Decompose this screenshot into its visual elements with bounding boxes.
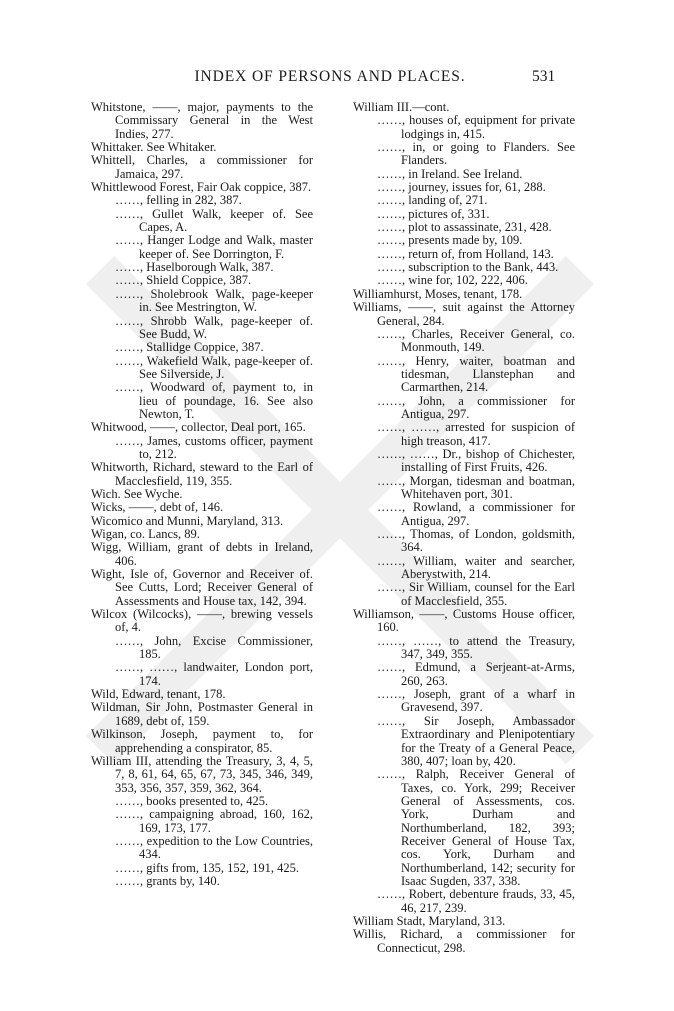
index-entry: ……, Henry, waiter, boatman and tidesman, Llanstephan and Carmarthen, 214. (377, 353, 575, 395)
index-entry: Wigg, William, grant of debts in Ireland, 406. (91, 540, 313, 568)
index-entry: ……, Hanger Lodge and Walk, master keeper of. See Dorrington, F. (115, 233, 313, 261)
index-entry: Whitwood, ——, collector, Deal port, 165. (91, 420, 306, 435)
index-entry: ……, in, or going to Flanders. See Flanders. (377, 140, 575, 168)
index-entry: ……, expedition to the Low Countries, 434. (115, 833, 313, 862)
index-entry: Wigan, co. Lancs, 89. (91, 527, 200, 541)
index-entry: Wild, Edward, tenant, 178. (91, 687, 226, 702)
index-entry: ……, William, waiter and searcher, Aberystwith, 214. (377, 553, 575, 582)
index-entry: ……, grants by, 140. (115, 873, 220, 888)
index-entry: Whittaker. See Whitaker. (91, 140, 217, 155)
index-entry: ……, books presented to, 425. (115, 793, 269, 808)
index-entry: ……, presents made by, 109. (377, 233, 523, 248)
index-entry: ……, Ralph, Receiver General of Taxes, co. York, 299; Receiver General of Assessments, cos. York, Durham and Northumberland, 182, 393; Receiver General of House Tax, cos. York, Durham and Northumberland, 142; security for Isaac Sugden, 337, 338. (377, 767, 575, 888)
index-entry: ……, Sir William, counsel for the Earl of Macclesfield, 355. (377, 580, 575, 608)
page-number: 531 (532, 68, 556, 85)
index-entry: ……, Charles, Receiver General, co. Monmouth, 149. (377, 326, 575, 355)
index-entry: William III, attending the Treasury, 3, 4, 5, 7, 8, 61, 64, 65, 67, 73, 345, 346, 349, 353, 356, 357, 359, 362, 364. (91, 753, 313, 795)
index-entry: ……, Sir Joseph, Ambassador Extraordinary and Plenipotentiary for the Treaty of a General Peace, 380, 407; loan by, 420. (377, 713, 575, 768)
index-entry: ……, houses of, equipment for private lodgings in, 415. (377, 113, 575, 141)
index-entry: William III.—cont. (353, 100, 450, 114)
index-entry: Wicomico and Munni, Maryland, 313. (91, 513, 284, 528)
index-entry: ……, Joseph, grant of a wharf in Gravesend, 397. (377, 687, 575, 715)
index-entry: Wildman, Sir John, Postmaster General in 1689, debt of, 159. (91, 700, 313, 728)
index-entry: ……, campaigning abroad, 160, 162, 169, 173, 177. (115, 807, 313, 835)
index-entry: ……, ……, Dr., bishop of Chichester, installing of First Fruits, 426. (377, 446, 575, 475)
index-entry: ……, return of, from Holland, 143. (377, 246, 554, 261)
index-entry: Wilkinson, Joseph, payment to, for apprehending a conspirator, 85. (91, 727, 313, 755)
index-entry: Whitworth, Richard, steward to the Earl of Macclesfield, 119, 355. (91, 460, 313, 488)
index-entry: ……, landing of, 271. (377, 193, 488, 208)
index-entry: ……, Haselborough Walk, 387. (115, 260, 274, 275)
index-entry: ……, in Ireland. See Ireland. (377, 166, 523, 181)
index-entry: ……, Shrobb Walk, page-keeper of. See Budd, W. (115, 313, 313, 341)
index-entry: Williamhurst, Moses, tenant, 178. (353, 286, 523, 301)
index-entry: Williams, ——, suit against the Attorney General, 284. (353, 300, 575, 328)
index-entry: ……, John, a commissioner for Antigua, 297. (377, 393, 575, 421)
index-column-right (353, 101, 575, 955)
index-entry: ……, felling in 282, 387. (115, 193, 242, 208)
index-entry: ……, Rowland, a commissioner for Antigua, 297. (377, 500, 575, 528)
index-entry: Willis, Richard, a commissioner for Connecticut, 298. (353, 927, 575, 955)
index-entry: ……, gifts from, 135, 152, 191, 425. (115, 860, 300, 875)
index-entry: ……, ……, to attend the Treasury, 347, 349, 355. (377, 633, 575, 662)
index-entry: ……, John, Excise Commissioner, 185. (115, 633, 313, 662)
index-entry: ……, Robert, debenture frauds, 33, 45, 46, 217, 239. (377, 887, 575, 915)
index-entry: ……, Sholebrook Walk, page-keeper in. See Mestrington, W. (115, 286, 313, 315)
page-header-title: INDEX OF PERSONS AND PLACES. (194, 68, 466, 85)
index-entry: ……, subscription to the Bank, 443. (377, 260, 559, 275)
index-entry: Wight, Isle of, Governor and Receiver of. See Cutts, Lord; Receiver General of Assessments and House tax, 142, 394. (91, 567, 313, 608)
index-entry: ……, wine for, 102, 222, 406. (377, 273, 528, 288)
index-entry: ……, pictures of, 331. (377, 206, 490, 221)
index-column-left (91, 101, 313, 888)
index-entry: ……, Thomas, of London, goldsmith, 364. (377, 527, 575, 555)
index-entry: Whitstone, ——, major, payments to the Commissary General in the West Indies, 277. (91, 100, 313, 141)
index-entry: Whittlewood Forest, Fair Oak coppice, 387. (91, 180, 312, 195)
index-entry: Wicks, ——, debt of, 146. (91, 500, 224, 515)
index-entry: ……, journey, issues for, 61, 288. (377, 180, 546, 195)
index-entry: William Stadt, Maryland, 313. (353, 913, 506, 928)
index-entry: Wilcox (Wilcocks), ——, brewing vessels of, 4. (91, 607, 313, 635)
index-entry: ……, ……, landwaiter, London port, 174. (115, 660, 313, 688)
index-entry: ……, Shield Coppice, 387. (115, 273, 252, 288)
index-entry: ……, Stallidge Coppice, 387. (115, 340, 264, 355)
index-entry: ……, Edmund, a Serjeant-at-Arms, 260, 263. (377, 660, 575, 688)
index-entry: ……, ……, arrested for suspicion of high treason, 417. (377, 420, 575, 448)
index-entry: ……, Woodward of, payment to, in lieu of poundage, 16. See also Newton, T. (115, 380, 313, 421)
index-entry: ……, Gullet Walk, keeper of. See Capes, A. (115, 206, 313, 235)
index-entry: ……, James, customs officer, payment to, 212. (115, 433, 313, 461)
index-entry: Williamson, ——, Customs House officer, 160. (353, 607, 575, 635)
index-entry: ……, plot to assassinate, 231, 428. (377, 220, 552, 235)
index-entry: ……, Morgan, tidesman and boatman, Whitehaven port, 301. (377, 473, 575, 501)
index-entry: ……, Wakefield Walk, page-keeper of. See Silverside, J. (115, 353, 313, 381)
index-entry: Wich. See Wyche. (91, 486, 183, 501)
index-entry: Whittell, Charles, a commissioner for Jamaica, 297. (91, 153, 313, 181)
